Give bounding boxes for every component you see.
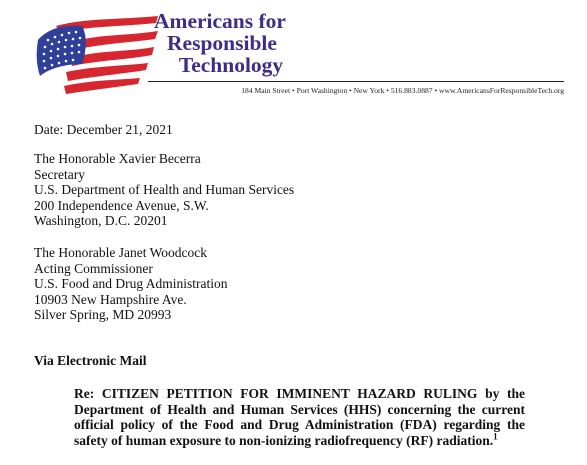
- letterhead: [0, 0, 587, 110]
- recipient-title: Acting Commissioner: [34, 260, 153, 276]
- letter-date: Date: December 21, 2021: [34, 122, 173, 137]
- letterhead-divider: [148, 81, 564, 82]
- org-name-line-1: Americans for: [154, 9, 286, 33]
- subject-line: [74, 386, 525, 448]
- org-name: [140, 10, 300, 76]
- recipient-city: Silver Spring, MD 20993: [34, 307, 172, 322]
- recipient-address-block-2: [34, 245, 228, 323]
- footnote-marker[interactable]: 1: [493, 431, 498, 441]
- recipient-name: The Honorable Xavier Becerra: [34, 151, 201, 166]
- recipient-title: Secretary: [34, 166, 85, 182]
- subject-text: Re: CITIZEN PETITION FOR IMMINENT HAZARD RULING by the Department of Health and Human Services (HHS) concerning the current official policy of the Food and Drug Administration (FDA) regarding the safety of human exposure to non-ionizing radiofrequency (RF) radiation.: [74, 386, 525, 448]
- delivery-method: Via Electronic Mail: [34, 353, 147, 368]
- recipient-address-block-1: [34, 151, 294, 229]
- letterhead-address: 184 Main Street • Port Washington • New York • 516.883.0887 • www.AmericansForResponsibleTech.org: [241, 86, 564, 95]
- org-name-line-3: Technology: [178, 53, 284, 77]
- recipient-street: 10903 New Hampshire Ave.: [34, 291, 187, 307]
- recipient-name: The Honorable Janet Woodcock: [34, 245, 207, 260]
- recipient-city: Washington, D.C. 20201: [34, 213, 168, 228]
- recipient-agency: U.S. Food and Drug Administration: [34, 276, 228, 291]
- recipient-street: 200 Independence Avenue, S.W.: [34, 197, 209, 213]
- org-name-line-2: Responsible: [167, 31, 277, 55]
- recipient-agency: U.S. Department of Health and Human Services: [34, 182, 295, 197]
